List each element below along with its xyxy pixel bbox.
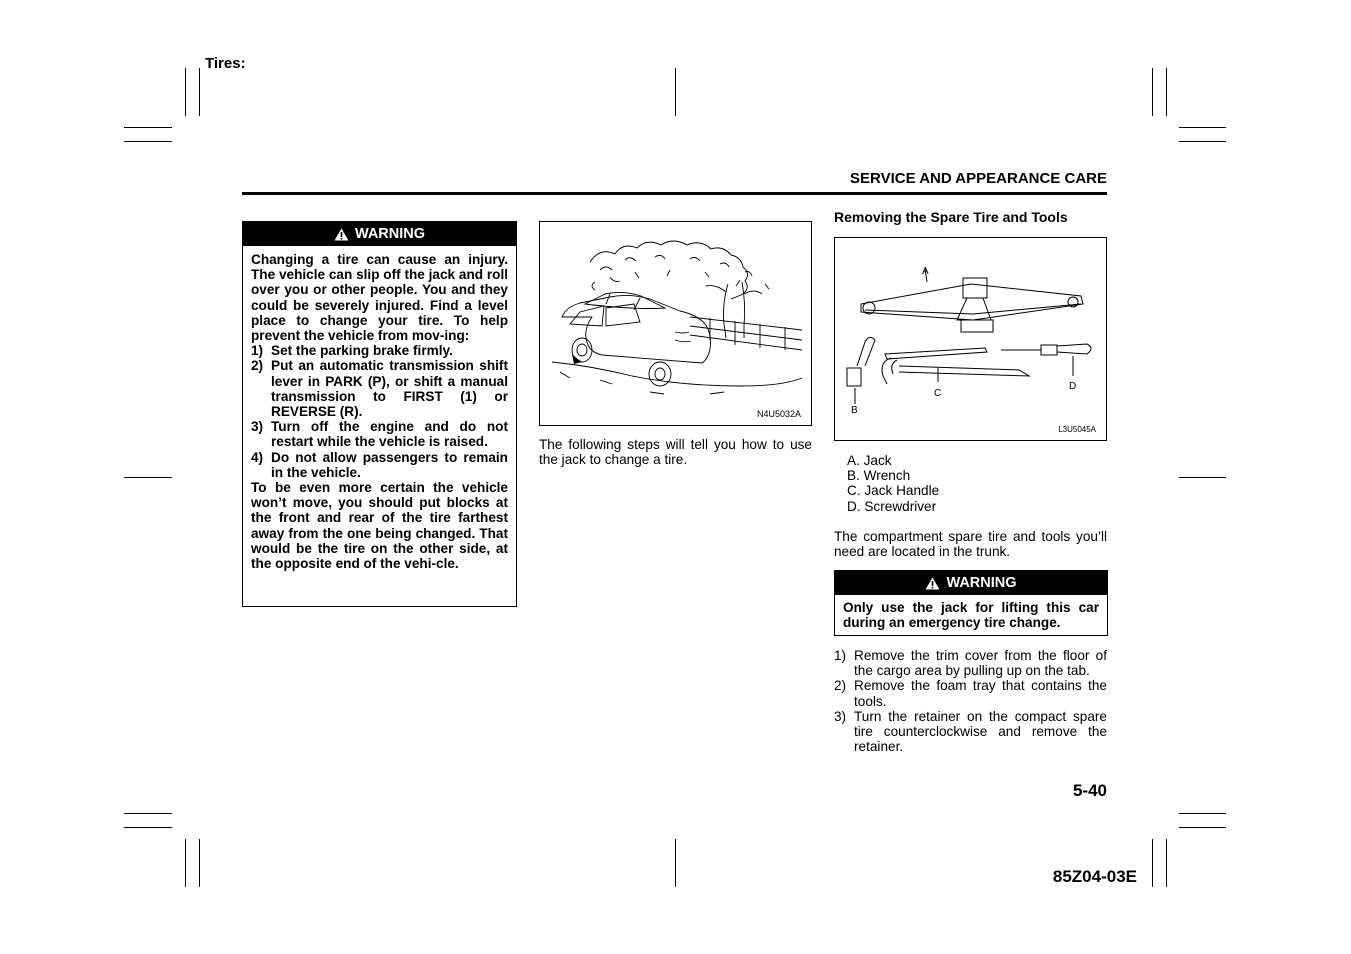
car-illustration bbox=[540, 222, 811, 425]
warning-heading: WARNING bbox=[354, 226, 426, 242]
warning-header bbox=[835, 571, 1107, 595]
warning-steps bbox=[251, 343, 508, 480]
warning-step: 2) Put an automatic transmission shift lever in PARK (P), or shift a manual transmission to FIRST (1) or REVERSE (R). bbox=[251, 358, 508, 420]
warning-box-jack-use bbox=[834, 570, 1108, 636]
figure-jack-and-tools bbox=[834, 237, 1107, 441]
page-number: 5-40 bbox=[1072, 781, 1107, 800]
procedure-steps bbox=[834, 648, 1107, 754]
list-item: 3) Turn the retainer on the compact spare tire counterclockwise and remove the retainer. bbox=[834, 708, 1107, 755]
page-header-title: SERVICE AND APPEARANCE CARE bbox=[850, 170, 1107, 187]
figure-code: N4U5032A bbox=[756, 409, 801, 419]
figure-caption: The following steps will tell you how to use the jack to change a tire. bbox=[539, 437, 812, 468]
list-item: 2) Remove the foam tray that contains the tools. bbox=[834, 678, 1107, 709]
list-item: 1) Remove the trim cover from the floor of the cargo area by pulling up on the tab. bbox=[834, 648, 1107, 679]
tools-illustration bbox=[835, 238, 1106, 440]
list-item: B. Wrench bbox=[847, 468, 911, 484]
warning-step: 4) Do not allow passengers to remain in the vehicle. bbox=[251, 449, 508, 480]
figure-car-on-level-ground bbox=[539, 221, 812, 426]
warning-intro: Changing a tire can cause an injury. The vehicle can slip off the jack and roll over you or other people. You and they could be severely injured. Find a level place to change your tire. To help prevent the vehicle from mov-ing: bbox=[251, 252, 508, 344]
paragraph-compartment: The compartment spare tire and tools you’ll need are located in the trunk. bbox=[834, 529, 1107, 560]
section-label: Tires: bbox=[205, 55, 246, 72]
list-item: C. Jack Handle bbox=[847, 483, 940, 499]
sub-heading: Removing the Spare Tire and Tools bbox=[834, 209, 1068, 225]
warning-step: 3) Turn off the engine and do not restart while the vehicle is raised. bbox=[251, 419, 508, 450]
warning-closing: To be even more certain the vehicle won’t move, you should put blocks at the front and rear of the tire farthest away from the one being changed. That would be the tire on the other side, at the opposite end of the vehi-cle. bbox=[251, 480, 508, 572]
warning-box-jack-safety bbox=[242, 221, 517, 607]
warning-body bbox=[243, 246, 516, 577]
warning-heading: WARNING bbox=[946, 575, 1017, 591]
warning-triangle-icon bbox=[925, 577, 940, 590]
list-item: A. Jack bbox=[847, 453, 892, 468]
callout-C: C bbox=[934, 388, 942, 399]
callout-A: A bbox=[922, 266, 929, 277]
warning-step: 1) Set the parking brake firmly. bbox=[251, 343, 453, 359]
warning-header bbox=[243, 222, 516, 246]
figure-code: L3U5045A bbox=[1058, 425, 1096, 434]
callout-B: B bbox=[851, 405, 858, 416]
warning-triangle-icon bbox=[334, 228, 349, 241]
header-rule bbox=[242, 192, 1107, 195]
tool-legend bbox=[847, 453, 939, 514]
list-item: D. Screwdriver bbox=[847, 498, 937, 514]
callout-D: D bbox=[1069, 381, 1077, 392]
document-code: 85Z04-03E bbox=[1052, 867, 1137, 886]
warning-body: Only use the jack for lifting this car during an emergency tire change. bbox=[843, 600, 1099, 631]
